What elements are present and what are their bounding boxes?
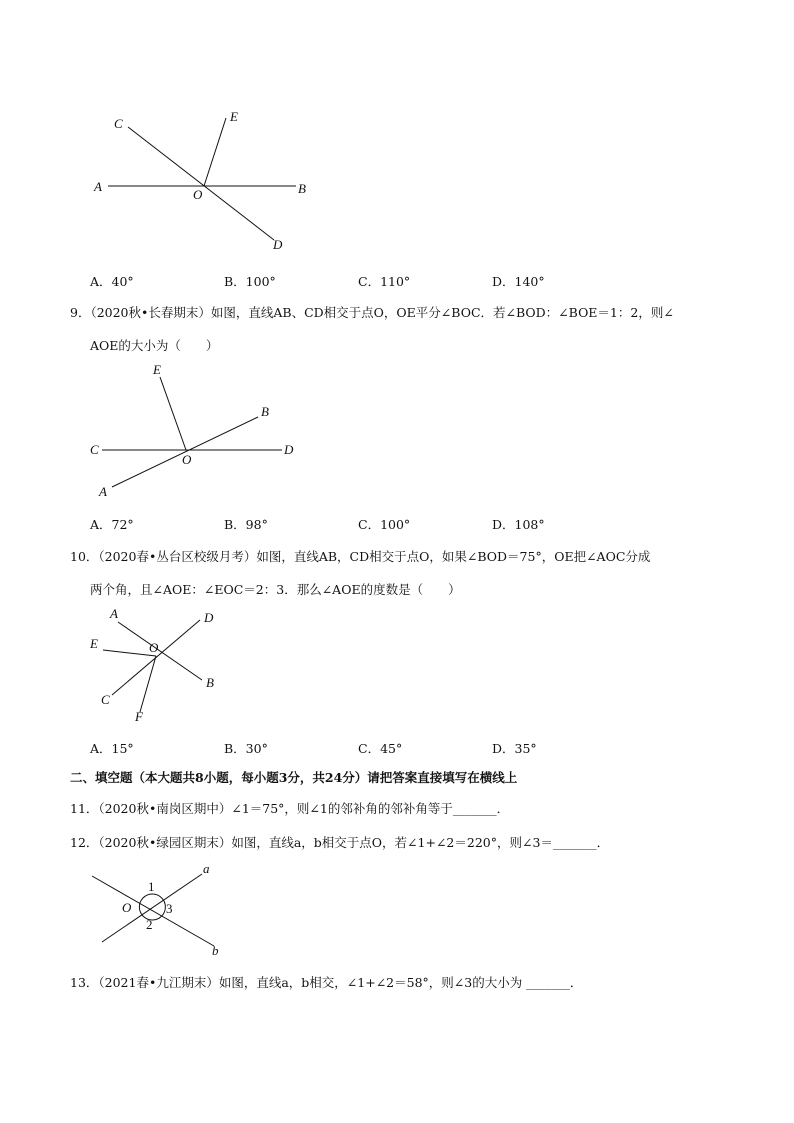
label-d: D — [284, 442, 294, 457]
label-c: C — [101, 692, 110, 707]
q9-options — [90, 515, 626, 533]
q9-line1: 9．（2020秋•长春期末）如图，直线AB、CD相交于点O，OE平分∠BOC．若∠BOD：∠BOE＝1：2，则∠ — [70, 305, 674, 320]
ray-oe — [160, 377, 186, 450]
figure-q12 — [0, 860, 794, 960]
label-o: O — [193, 187, 203, 202]
q10-line2: 两个角，且∠AOE：∠EOC＝2：3．那么∠AOE的度数是（ ） — [90, 582, 461, 597]
label-b: B — [261, 404, 269, 419]
q10-option-b: B．30° — [224, 741, 268, 756]
q12-text: 12．（2020秋•绿园区期末）如图，直线a，b相交于点O，若∠1+∠2＝220°，则∠3＝_______． — [70, 835, 610, 850]
label-e: E — [90, 636, 98, 651]
line-ab — [118, 622, 202, 680]
q9-option-a: A．72° — [90, 517, 134, 532]
angle-3: 3 — [166, 901, 173, 916]
label-c: C — [90, 442, 99, 457]
angle-2: 2 — [146, 917, 153, 932]
q9-line2: AOE的大小为（ ） — [90, 338, 219, 353]
label-a: A — [110, 606, 118, 621]
figure-q10 — [0, 600, 794, 730]
label-d: D — [204, 610, 214, 625]
q13-text: 13．（2021春•九江期末）如图，直线a，b相交，∠1+∠2＝58°，则∠3的大小为 _______． — [70, 975, 583, 990]
q10-option-d: D．35° — [492, 741, 537, 756]
q8-option-a: A．40° — [90, 274, 134, 289]
label-e: E — [153, 362, 161, 377]
label-d: D — [273, 237, 283, 252]
q9-option-b: B．98° — [224, 517, 268, 532]
label-b: B — [298, 181, 306, 196]
line-cd — [128, 127, 274, 240]
label-a: A — [99, 484, 107, 499]
angle-1: 1 — [148, 879, 155, 894]
label-b: b — [212, 943, 219, 958]
label-o: O — [182, 452, 192, 467]
q8-options — [90, 272, 626, 290]
q8-option-c: C．110° — [358, 274, 411, 289]
q11-text: 11．（2020秋•南岗区期中）∠1＝75°，则∠1的邻补角的邻补角等于_______． — [70, 801, 510, 816]
section-heading: 二、填空题（本大题共8小题，每小题3分，共24分）请把答案直接填写在横线上 — [70, 770, 518, 785]
q10-options — [90, 739, 626, 757]
label-o: O — [149, 640, 159, 655]
label-f: F — [135, 709, 143, 724]
label-c: C — [114, 116, 123, 131]
q9-option-d: D．108° — [492, 517, 545, 532]
label-b: B — [206, 675, 214, 690]
label-o: O — [122, 900, 132, 915]
label-a: A — [94, 179, 102, 194]
ray-oe — [204, 118, 226, 186]
label-e: E — [230, 109, 238, 124]
q8-option-d: D．140° — [492, 274, 545, 289]
q9-option-c: C．100° — [358, 517, 411, 532]
q10-line1: 10．（2020春•丛台区校级月考）如图，直线AB，CD相交于点O，如果∠BOD＝75°，OE把∠AOC分成 — [70, 549, 651, 564]
figure-q9 — [0, 355, 794, 515]
label-a: a — [203, 861, 210, 876]
figure-q8 — [0, 0, 794, 270]
q10-option-c: C．45° — [358, 741, 403, 756]
q8-option-b: B．100° — [224, 274, 276, 289]
q10-option-a: A．15° — [90, 741, 134, 756]
